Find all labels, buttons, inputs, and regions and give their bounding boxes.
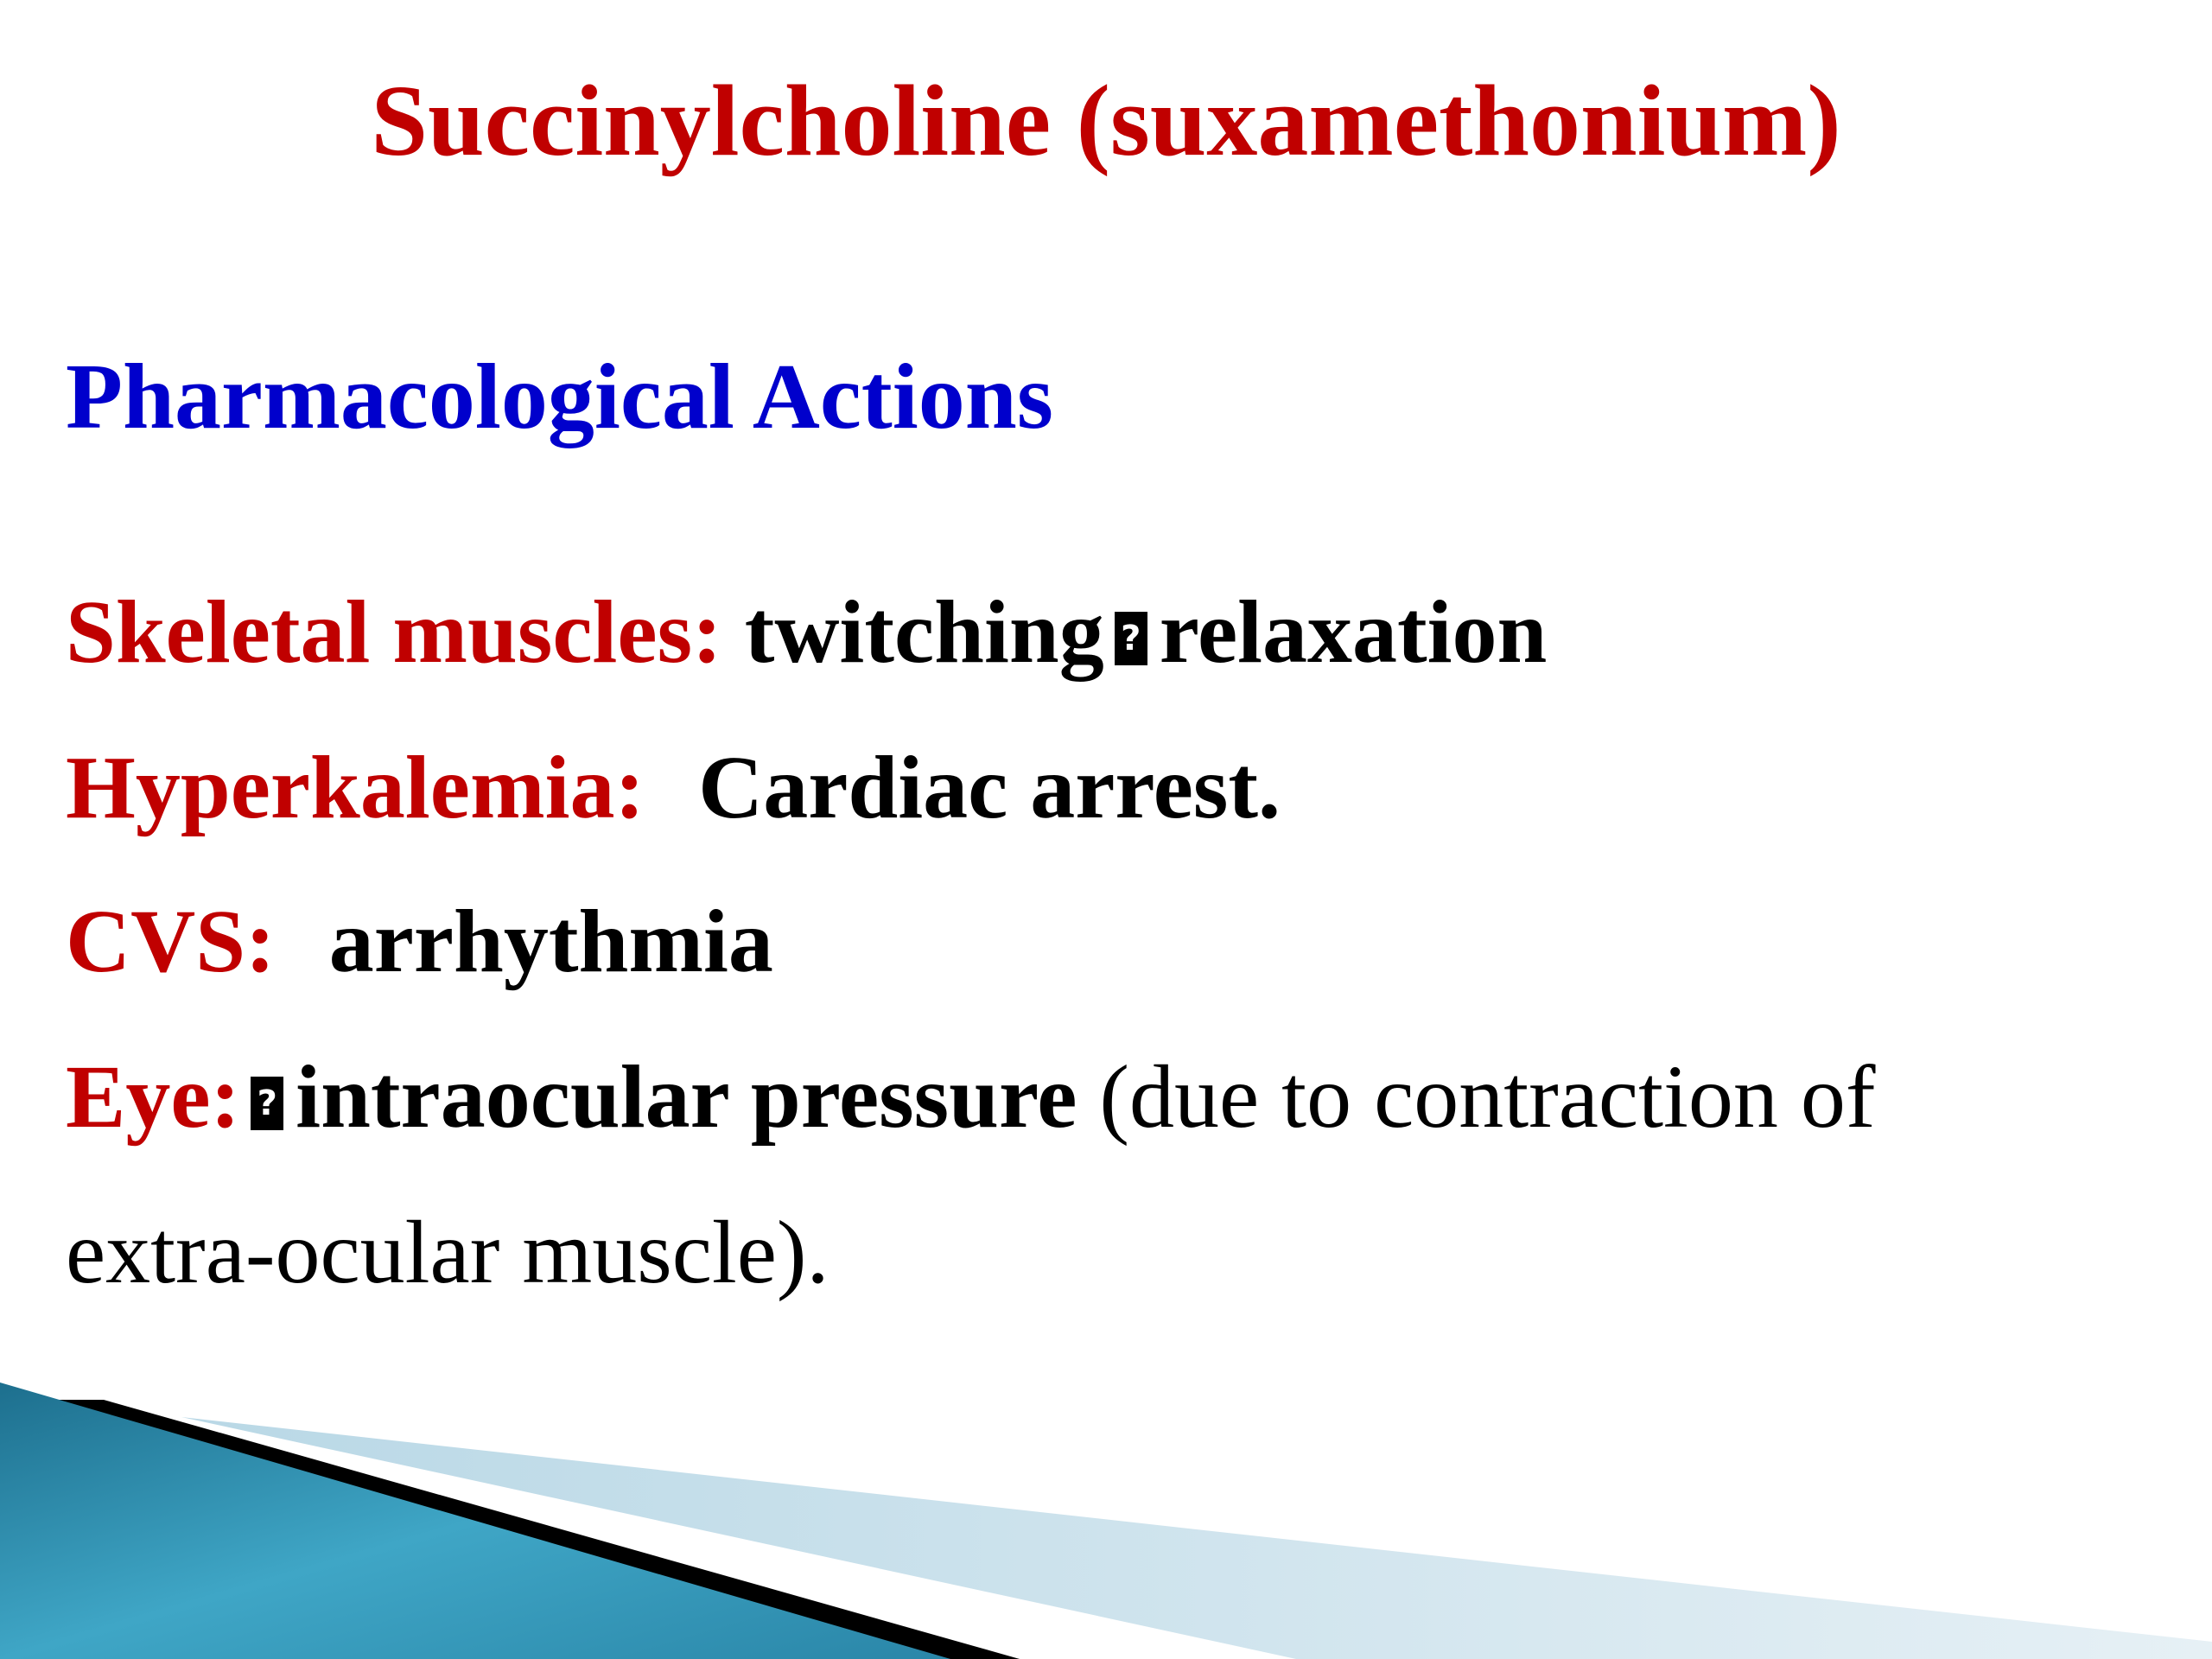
line-label: Eye: — [66, 1047, 241, 1147]
action-line-eye — [66, 1037, 1876, 1158]
line-text: arrhythmia — [328, 892, 773, 991]
line-text-note: extra-ocular muscle). — [66, 1203, 830, 1302]
line-text: intraocular pressure — [296, 1047, 1077, 1147]
action-line-skeletal-muscles — [66, 572, 1547, 693]
action-line-eye-continued — [66, 1192, 830, 1313]
arrow-icon — [1115, 612, 1147, 665]
line-text: relaxation — [1159, 582, 1548, 682]
line-label: CVS: — [66, 892, 276, 991]
slide-title: Succinylcholine (suxamethonium) — [371, 64, 1841, 177]
line-text-note: (due to contraction of — [1077, 1047, 1876, 1147]
line-label: Hyperkalemia: — [66, 738, 645, 837]
action-line-cvs — [66, 881, 773, 1002]
section-heading: Pharmacological Actions — [66, 346, 1053, 448]
arrow-icon — [251, 1077, 283, 1130]
line-text: twitching — [721, 582, 1104, 682]
line-label: Skeletal muscles: — [66, 582, 722, 682]
line-text: Cardiac arrest. — [698, 738, 1281, 837]
slide-corner-decoration — [0, 1382, 2212, 1659]
action-line-hyperkalemia — [66, 728, 1281, 849]
